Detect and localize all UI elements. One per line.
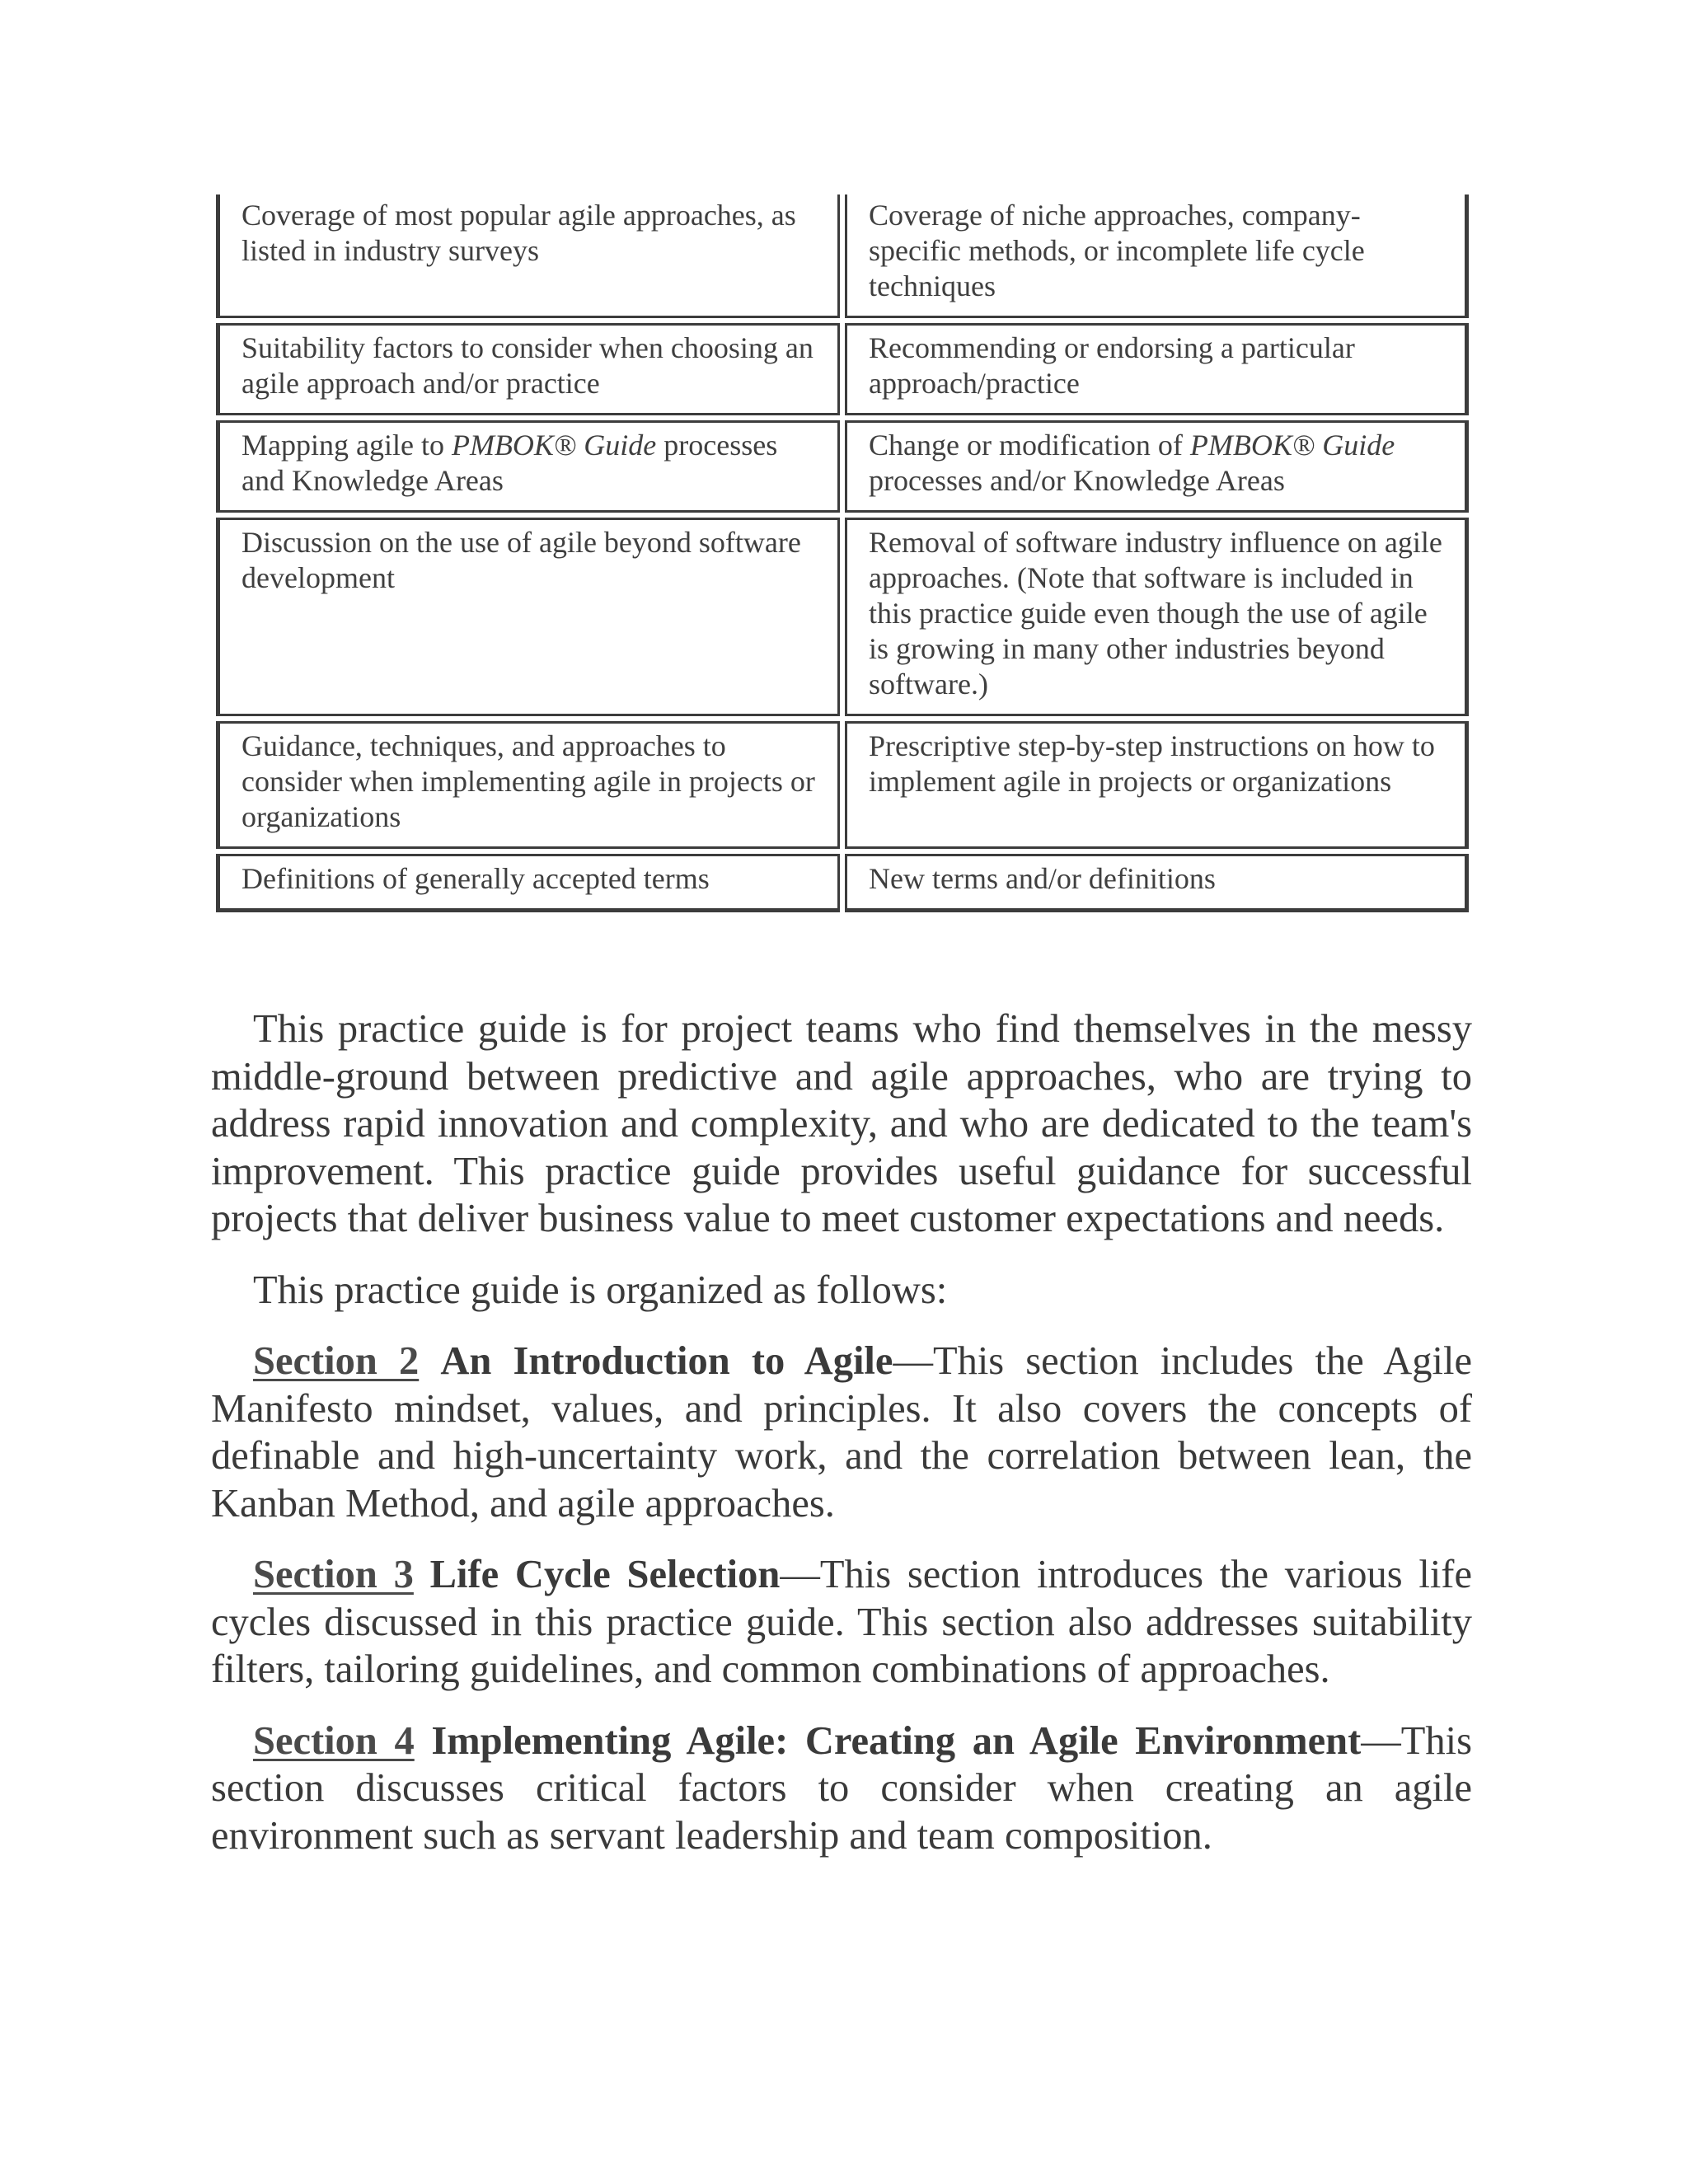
in-scope-cell: Suitability factors to consider when choosing an agile approach and/or practice	[216, 323, 840, 415]
in-scope-cell: Coverage of most popular agile approaches, as listed in industry surveys	[216, 194, 840, 318]
table-row	[216, 323, 1469, 415]
intro-paragraph: This practice guide is for project teams who find themselves in the messy middle-ground between predictive and agile approaches, who are trying to address rapid innovation and complexity, and who are dedicated to the team's improvement. This practice guide provides useful guidance for successful projects that deliver business value to meet customer expectations and needs.	[211, 1007, 1472, 1240]
in-scope-cell: Discussion on the use of agile beyond software development	[216, 518, 840, 716]
table-row	[216, 518, 1469, 716]
section-4-link[interactable]: Section 4	[253, 1718, 415, 1763]
in-scope-cell: Definitions of generally accepted terms	[216, 854, 840, 912]
cell-text: processes and/or Knowledge Areas	[869, 464, 1285, 497]
out-of-scope-cell: Coverage of niche approaches, company-specific methods, or incomplete life cycle techniques	[845, 194, 1469, 318]
section-description: —This section includes the Agile Manifesto mindset, values, and principles. It also covers the concepts of definable and high-uncertainty work, and the correlation between lean, the Kanban Method, and agile approaches.	[211, 1339, 1472, 1526]
table-row	[216, 721, 1469, 849]
scope-table	[216, 194, 1469, 917]
in-scope-cell: Guidance, techniques, and approaches to consider when implementing agile in projects or organizations	[216, 721, 840, 849]
out-of-scope-cell	[845, 420, 1469, 513]
in-scope-cell	[216, 420, 840, 513]
out-of-scope-cell: Recommending or endorsing a particular approach/practice	[845, 323, 1469, 415]
table-row	[216, 854, 1469, 912]
out-of-scope-cell: New terms and/or definitions	[845, 854, 1469, 912]
section-title: An Introduction to Agile	[440, 1339, 893, 1383]
out-of-scope-cell: Prescriptive step-by-step instructions on how to implement agile in projects or organizations	[845, 721, 1469, 849]
section-title: Life Cycle Selection	[429, 1553, 781, 1596]
cell-text: Change or modification of	[869, 429, 1190, 462]
cell-text: processes and Knowledge Areas	[241, 429, 778, 497]
section-summary	[211, 1718, 1472, 1860]
section-description: —This section discusses critical factors to consider when creating an agile environment such as servant leadership and team composition.	[211, 1718, 1472, 1858]
section-title: Implementing Agile: Creating an Agile Environment	[431, 1718, 1362, 1763]
section-description: —This section introduces the various life cycles discussed in this practice guide. This section also addresses suitability filters, tailoring guidelines, and common combinations of approaches.	[211, 1553, 1472, 1691]
out-of-scope-cell: Removal of software industry influence on agile approaches. (Note that software is included in this practice guide even though the use of agile is growing in many other industries beyond software.)	[845, 518, 1469, 716]
body-text	[211, 1005, 1472, 1883]
table-row	[216, 194, 1469, 318]
pmbok-guide-title: PMBOK® Guide	[1189, 429, 1395, 462]
section-2-link[interactable]: Section 2	[253, 1339, 420, 1383]
organization-sentence: This practice guide is organized as follows:	[253, 1268, 948, 1312]
cell-text: Mapping agile to	[241, 429, 452, 462]
section-summary	[211, 1338, 1472, 1527]
table-row	[216, 420, 1469, 513]
section-3-link[interactable]: Section 3	[253, 1553, 414, 1596]
pmbok-guide-title: PMBOK® Guide	[451, 429, 657, 462]
section-summary	[211, 1551, 1472, 1694]
